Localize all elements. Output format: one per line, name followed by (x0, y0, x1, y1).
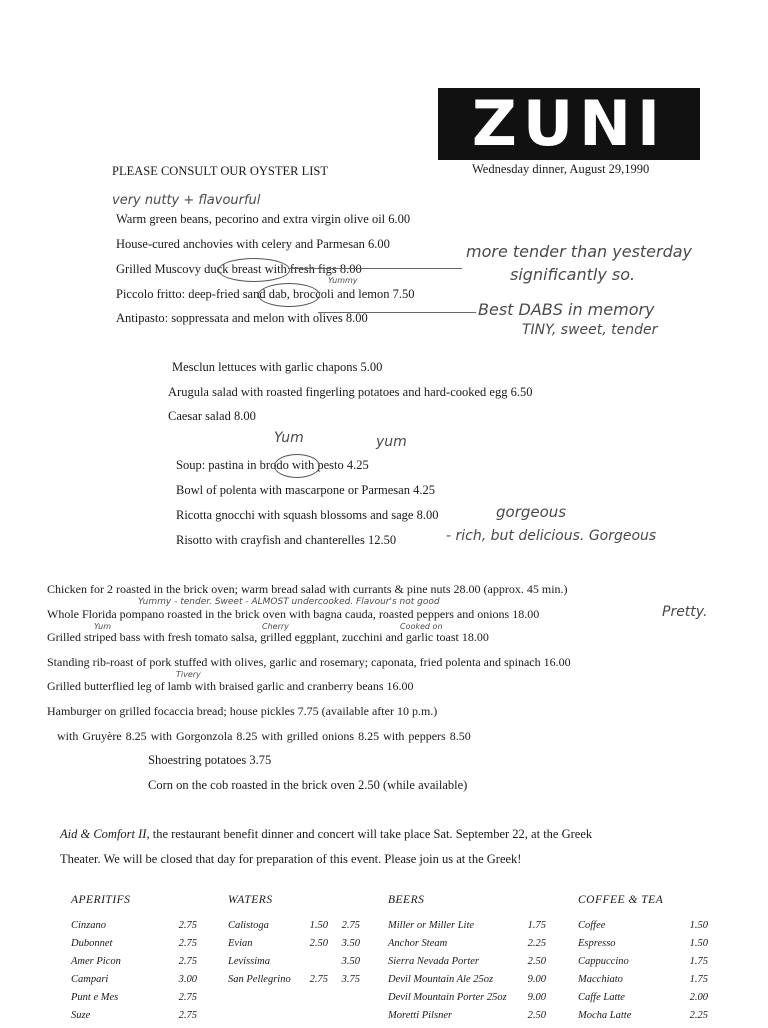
list-item (228, 956, 360, 974)
aperitifs-heading: APERITIFS (71, 894, 131, 906)
item-name: Campari (71, 974, 109, 985)
item-name: Suze (71, 1010, 91, 1021)
menu-item-soup-4: Risotto with crayfish and chanterelles 12.50 (176, 533, 397, 547)
menu-item-main-5: Grilled butterflied leg of lamb with braised garlic and cranberry beans 16.00 (47, 679, 414, 693)
item-price-large: 3.50 (341, 938, 360, 949)
item-price-large: 3.50 (341, 956, 360, 967)
handwritten-note: Pretty. (662, 604, 708, 620)
item-price: 2.50 (527, 1010, 546, 1021)
item-price-large: 2.75 (341, 920, 360, 931)
item-price-small: 1.50 (309, 920, 328, 931)
menu-item-main-2: Whole Florida pompano roasted in the brick oven with bagna cauda, roasted peppers and onions 18.00 (47, 607, 540, 621)
menu-item-main-7: with Gruyère 8.25 with Gorgonzola 8.25 with grilled onions 8.25 with peppers 8.50 (57, 729, 471, 743)
handwritten-note: Best DABS in memory (478, 300, 655, 319)
item-price-small: 2.50 (309, 938, 328, 949)
list-item (228, 974, 360, 992)
benefit-title: Aid & Comfort II (60, 827, 147, 841)
pen-stroke-dab (318, 312, 476, 313)
list-item (578, 992, 708, 1010)
beers-list (388, 920, 546, 1028)
list-item (578, 1010, 708, 1028)
item-price: 2.25 (527, 938, 546, 949)
pen-circle-sand-dab (258, 283, 320, 307)
item-price: 2.75 (178, 1010, 197, 1021)
waters-heading: WATERS (228, 894, 273, 906)
pen-circle-brodo (274, 454, 320, 478)
list-item (578, 974, 708, 992)
list-item (71, 920, 197, 938)
handwritten-note: very nutty + flavourful (112, 193, 261, 208)
handwritten-note: yum (376, 434, 407, 450)
item-price: 2.75 (178, 938, 197, 949)
menu-item-starter-5: Antipasto: soppressata and melon with olives 8.00 (116, 311, 368, 325)
item-price: 1.75 (689, 974, 708, 985)
item-price: 1.75 (527, 920, 546, 931)
list-item (71, 956, 197, 974)
item-name: Cappuccino (578, 956, 629, 967)
list-item (578, 938, 708, 956)
menu-item-salad-3: Caesar salad 8.00 (168, 409, 256, 423)
menu-item-starter-2: House-cured anchovies with celery and Parmesan 6.00 (116, 237, 390, 251)
list-item (388, 1010, 546, 1028)
menu-item-soup-1: Soup: pastina in brodo with pesto 4.25 (176, 458, 369, 472)
handwritten-note: Yummy (328, 276, 358, 285)
benefit-notice-line-2: Theater. We will be closed that day for preparation of this event. Please join us at the Greek! (60, 852, 522, 866)
coffee-tea-list (578, 920, 708, 1028)
menu-item-salad-1: Mesclun lettuces with garlic chapons 5.00 (172, 360, 383, 374)
oyster-list-notice: PLEASE CONSULT OUR OYSTER LIST (112, 164, 328, 178)
waters-list (228, 920, 360, 992)
item-name: Anchor Steam (388, 938, 448, 949)
item-name: Punt e Mes (71, 992, 119, 1003)
menu-date: Wednesday dinner, August 29,1990 (472, 162, 650, 176)
item-name: Caffe Latte (578, 992, 625, 1003)
item-name: Evian (228, 938, 253, 949)
item-name: Levissima (228, 956, 270, 967)
menu-item-soup-2: Bowl of polenta with mascarpone or Parmesan 4.25 (176, 483, 435, 497)
item-price: 2.50 (527, 956, 546, 967)
menu-item-main-3: Grilled striped bass with fresh tomato salsa, grilled eggplant, zucchini and garlic toast 18.00 (47, 630, 489, 644)
coffee-tea-heading: COFFEE & TEA (578, 894, 664, 906)
menu-item-main-6: Hamburger on grilled focaccia bread; house pickles 7.75 (available after 10 p.m.) (47, 704, 438, 718)
list-item (388, 938, 546, 956)
item-price: 2.75 (178, 920, 197, 931)
list-item (388, 920, 546, 938)
handwritten-note: more tender than yesterday (466, 242, 693, 261)
list-item (388, 974, 546, 992)
handwritten-note: Yum (274, 430, 304, 446)
handwritten-note: - rich, but delicious. Gorgeous (446, 528, 657, 544)
item-price: 1.50 (689, 938, 708, 949)
menu-item-starter-3: Grilled Muscovy duck breast with fresh figs 8.00 (116, 262, 362, 276)
item-name: Espresso (578, 938, 616, 949)
item-price: 2.00 (689, 992, 708, 1003)
item-price: 3.00 (178, 974, 197, 985)
item-price: 1.75 (689, 956, 708, 967)
item-name: Miller or Miller Lite (388, 920, 475, 931)
item-name: Calistoga (228, 920, 269, 931)
item-name: Macchiato (578, 974, 623, 985)
handwritten-note: gorgeous (496, 503, 567, 521)
item-price: 9.00 (527, 992, 546, 1003)
menu-item-main-1: Chicken for 2 roasted in the brick oven; warm bread salad with currants & pine nuts 28.00 (approx. 45 min.) (47, 582, 568, 596)
zuni-logo: ZUNI (438, 88, 700, 160)
item-name: Moretti Pilsner (388, 1010, 453, 1021)
item-name: Mocha Latte (578, 1010, 632, 1021)
item-name: Dubonnet (71, 938, 113, 949)
item-price: 9.00 (527, 974, 546, 985)
pen-stroke-duck (288, 268, 462, 269)
item-price-large: 3.75 (341, 974, 360, 985)
item-name: Amer Picon (71, 956, 121, 967)
item-name: San Pellegrino (228, 974, 291, 985)
list-item (388, 992, 546, 1010)
menu-item-starter-4: Piccolo fritto: deep-fried sand dab, broccoli and lemon 7.50 (116, 287, 415, 301)
item-price: 2.25 (689, 1010, 708, 1021)
item-name: Cinzano (71, 920, 107, 931)
list-item (71, 938, 197, 956)
handwritten-note: Yummy - tender. Sweet - ALMOST undercooked. Flavour's not good (138, 597, 440, 607)
menu-item-salad-2: Arugula salad with roasted fingerling potatoes and hard-cooked egg 6.50 (168, 385, 533, 399)
item-name: Coffee (578, 920, 606, 931)
item-name: Devil Mountain Ale 25oz (388, 974, 494, 985)
benefit-text: , the restaurant benefit dinner and concert will take place Sat. September 22, at the Greek (146, 827, 593, 841)
list-item (578, 956, 708, 974)
item-price: 2.75 (178, 992, 197, 1003)
list-item (71, 992, 197, 1010)
handwritten-note: Yum (94, 622, 112, 631)
menu-item-side-2: Corn on the cob roasted in the brick oven 2.50 (while available) (148, 778, 468, 792)
pen-circle-duck-breast (218, 258, 290, 282)
list-item (71, 974, 197, 992)
list-item (388, 956, 546, 974)
handwritten-note: Cooked on (400, 622, 443, 631)
beers-heading: BEERS (388, 894, 425, 906)
list-item (228, 938, 360, 956)
menu-item-side-1: Shoestring potatoes 3.75 (148, 753, 272, 767)
list-item (578, 920, 708, 938)
handwritten-note: significantly so. (510, 265, 636, 284)
handwritten-note: Tivery (176, 670, 201, 679)
list-item (71, 1010, 197, 1028)
item-name: Devil Mountain Porter 25oz (388, 992, 507, 1003)
item-price-small: 2.75 (309, 974, 328, 985)
benefit-notice-line-1 (60, 827, 592, 842)
handwritten-note: TINY, sweet, tender (522, 322, 658, 338)
item-name: Sierra Nevada Porter (388, 956, 479, 967)
item-price: 2.75 (178, 956, 197, 967)
aperitifs-list (71, 920, 197, 1028)
handwritten-note: Cherry (262, 622, 289, 631)
menu-item-main-4: Standing rib-roast of pork stuffed with olives, garlic and rosemary; caponata, fried polenta and spinach 16.00 (47, 655, 571, 669)
menu-item-starter-1: Warm green beans, pecorino and extra virgin olive oil 6.00 (116, 212, 411, 226)
item-price: 1.50 (689, 920, 708, 931)
menu-item-soup-3: Ricotta gnocchi with squash blossoms and sage 8.00 (176, 508, 439, 522)
list-item (228, 920, 360, 938)
